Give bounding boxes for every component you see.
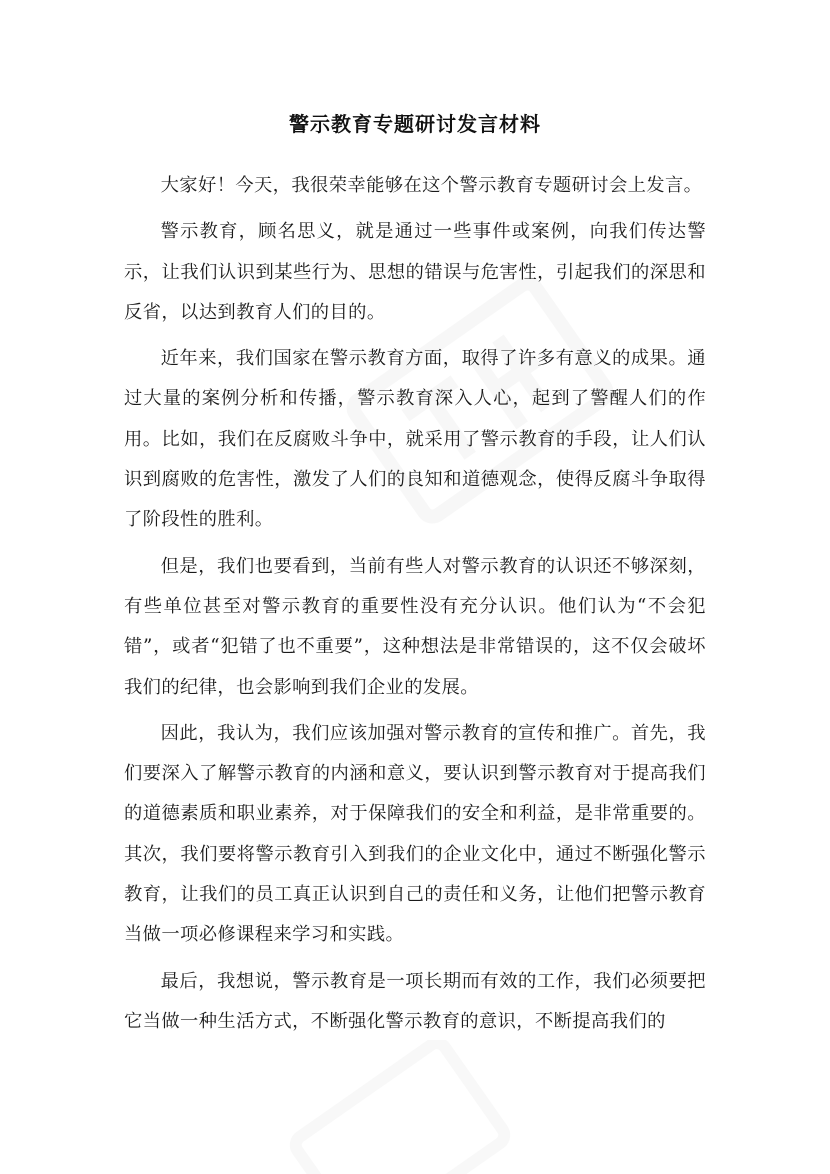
- paragraph-problems: 但是，我们也要看到，当前有些人对警示教育的认识还不够深刻，有些单位甚至对警示教育的重要性没有充分认识。他们认为“不会犯错”，或者“犯错了也不重要”，这种想法是非常错误的，这不仅会破坏我们的纪律，也会影响到我们企业的发展。: [124, 555, 706, 698]
- paragraph-definition: 警示教育，顾名思义，就是通过一些事件或案例，向我们传达警示，让我们认识到某些行为、思想的错误与危害性，引起我们的深思和反省，以达到教育人们的目的。: [124, 221, 706, 323]
- document-title: 警示教育专题研讨发言材料: [289, 112, 541, 136]
- paragraph-greeting: 大家好！今天，我很荣幸能够在这个警示教育专题研讨会上发言。: [160, 175, 703, 196]
- document-body: [124, 166, 706, 1048]
- paragraph-recommendations: 因此，我认为，我们应该加强对警示教育的宣传和推广。首先，我们要深入了解警示教育的内涵和意义，要认识到警示教育对于提高我们的道德素质和职业素养，对于保障我们的安全和利益，是非常重要的。其次，我们要将警示教育引入到我们的企业文化中，通过不断强化警示教育，让我们的员工真正认识到自己的责任和义务，让他们把警示教育当做一项必修课程来学习和实践。: [124, 722, 706, 946]
- paragraph-achievements: 近年来，我们国家在警示教育方面，取得了许多有意义的成果。通过大量的案例分析和传播，警示教育深入人心，起到了警醒人们的作用。比如，我们在反腐败斗争中，就采用了警示教育的手段，让人们认识到腐败的危害性，激发了人们的良知和道德观念，使得反腐斗争取得了阶段性的胜利。: [124, 348, 706, 531]
- paragraph-conclusion: 最后，我想说，警示教育是一项长期而有效的工作，我们必须要把它当做一种生活方式，不断强化警示教育的意识，不断提高我们的: [124, 970, 706, 1032]
- watermark-logo-icon-bottom: [250, 1040, 550, 1174]
